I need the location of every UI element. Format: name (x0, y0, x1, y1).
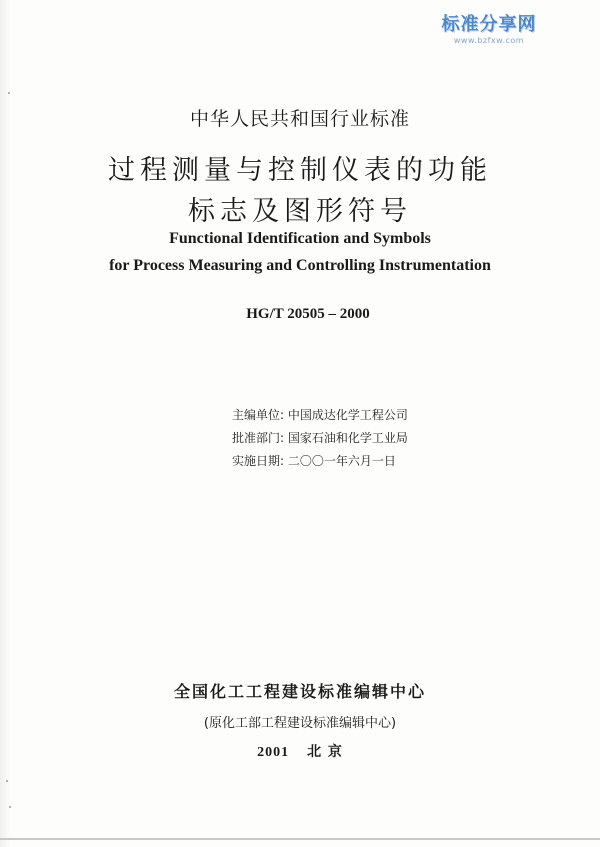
publication-year-city (0, 741, 600, 761)
standard-code: HG/T 20505 – 2000 (246, 306, 370, 322)
page-bottom-edge (0, 838, 600, 840)
title-chinese-line-1: 过程测量与控制仪表的功能 (108, 155, 492, 186)
title-chinese-line-2: 标志及图形符号 (188, 196, 412, 227)
info-row-editor (232, 404, 408, 427)
publisher-name: 全国化工工程建设标准编辑中心 (173, 682, 426, 701)
info-value: 中国成达化学工程公司 (287, 408, 408, 422)
watermark-logo (434, 14, 544, 46)
watermark-url: www.bzfxw.com (453, 36, 525, 45)
info-value: 国家石油和化学工业局 (287, 431, 408, 445)
scan-speck (8, 92, 10, 94)
title-english-line-1: Functional Identification and Symbols (169, 230, 431, 247)
watermark-title: 标准分享网 (441, 14, 537, 35)
info-row-approver (232, 427, 408, 450)
info-label: 主编单位: (232, 408, 285, 422)
publication-city: 北 京 (307, 744, 343, 760)
info-label: 批准部门: (232, 431, 285, 445)
info-value: 二〇〇一年六月一日 (287, 454, 396, 468)
info-block (232, 404, 408, 473)
scan-speck (9, 806, 11, 808)
standard-category: 中华人民共和国行业标准 (189, 108, 410, 130)
title-english-line-2: for Process Measuring and Controlling Instrumentation (109, 257, 491, 274)
scan-speck (6, 780, 8, 782)
publisher-former-name: (原化工部工程建设标准编辑中心) (203, 716, 397, 731)
info-label: 实施日期: (232, 454, 285, 468)
publication-year: 2001 (257, 745, 290, 760)
info-row-effective-date (232, 450, 408, 473)
